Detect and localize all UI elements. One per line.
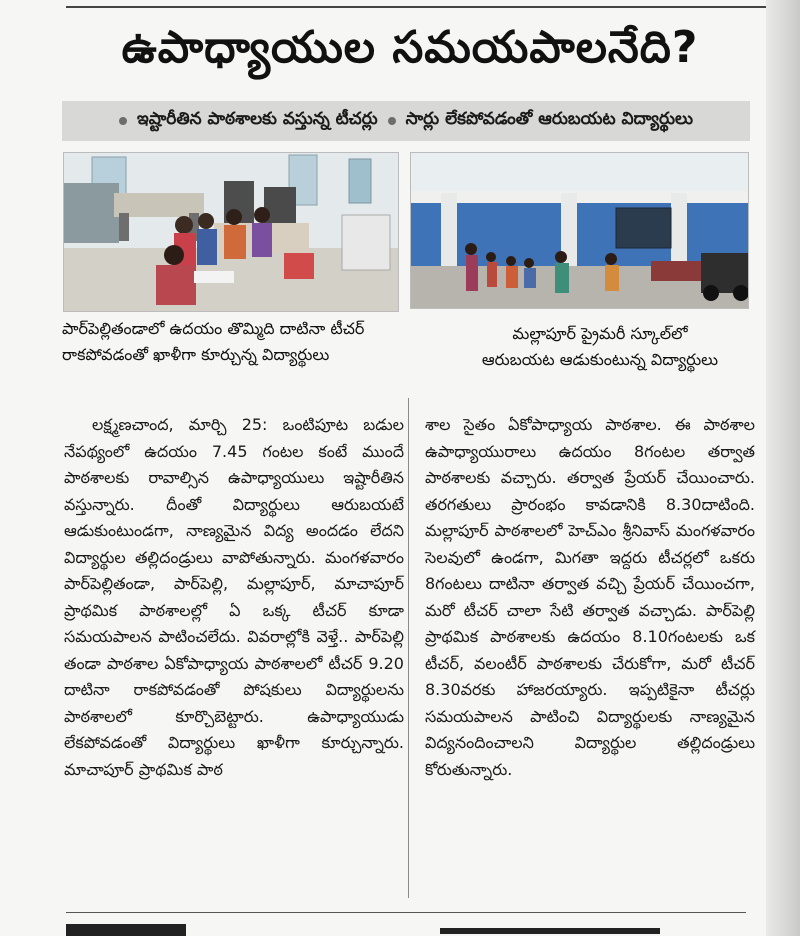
article-column-2 xyxy=(425,412,755,783)
column-divider xyxy=(408,398,409,898)
subheadline-2: సార్లు లేకపోవడంతో ఆరుబయట విద్యార్థులు xyxy=(405,109,693,129)
next-article-fragment xyxy=(440,928,660,934)
left-photo-caption xyxy=(62,316,412,368)
article-paragraph: శాల సైతం ఏకోపాధ్యాయ పాఠశాల. ఈ పాఠశాల ఉపాధ్యాయురాలు ఉదయం 8గంటల తర్వాత పాఠశాలకు వచ్చారు. తర్వాత ప్రేయర్ చేయించారు. తరగతులు ప్రారంభం కావడానికి 8.30దాటింది. మల్లాపూర్ పాఠశాలలో హెచ్‌ఎం శ్రీనివాస్ మంగళవారం సెలవులో ఉండగా, మిగతా ఇద్దరు టీచర్లలో ఒకరు 8గంటలు దాటినా తర్వాత వచ్చి ప్రేయర్ చేయించగా, మరో టీచర్ చాలా సేటి తర్వాత వచ్చాడు. పార్‌పెల్లి ప్రాథమిక పాఠశాలకు ఉదయం 8.10గంటలకు ఒక టీచర్, వలంటీర్ పాఠశాలకు చేరుకోగా, మరో టీచర్ 8.30వరకు హాజరయ్యారు. ఇప్పటికైనా టీచర్లు సమయపాలన పాటించి విద్యార్థులకు నాణ్యమైన విద్యనందించాలని విద్యార్థుల తల్లిదండ్రులు కోరుతున్నారు. xyxy=(425,415,755,779)
headline: ఉపాధ్యాయుల సమయపాలనేది? xyxy=(121,22,699,73)
caption-line: రాకపోవడంతో ఖాళీగా కూర్చున్న విద్యార్థులు xyxy=(62,345,330,364)
subheadline-band xyxy=(62,101,750,141)
caption-line: ఆరుబయట ఆడుకుంటున్న విద్యార్థులు xyxy=(481,350,719,369)
school-exterior-photo xyxy=(410,152,749,309)
bullet-icon xyxy=(119,117,127,125)
caption-line: పార్‌పెల్లితండాలో ఉదయం తొమ్మిది దాటినా టీచర్ xyxy=(62,319,365,338)
article-column-1 xyxy=(64,412,404,783)
subheadline-1: ఇష్టారీతిన పాఠశాలకు వస్తున్న టీచర్లు xyxy=(137,109,378,129)
classroom-photo xyxy=(63,152,399,312)
right-photo-caption xyxy=(440,321,760,373)
page-edge-shadow xyxy=(766,0,800,936)
article-paragraph: లక్ష్మణచాంద, మార్చి 25: ఒంటిపూట బడుల నేపథ్యంలో ఉదయం 7.45 గంటల కంటే ముందే పాఠశాలకు రావాల్సిన ఉపాధ్యాయులు ఇష్టారీతిన వస్తున్నారు. దీంతో విద్యార్థులు ఆరుబయటే ఆడుకుంటుండగా, నాణ్యమైన విద్య అందడం లేదని విద్యార్థుల తల్లిదండ్రులు వాపోతున్నారు. మంగళవారం పార్‌పెల్లితండా, పార్‌పెల్లి, మల్లాపూర్, మాచాపూర్ ప్రాథమిక పాఠశాలల్లో ఏ ఒక్క టీచర్ కూడా సమయపాలన పాటించలేదు. వివరాల్లోకి వెళ్తే.. పార్‌పెల్లి తండా పాఠశాల ఏకోపాధ్యాయ పాఠశాలలో టీచర్ 9.20 దాటినా రాకపోవడంతో పోషకులు విద్యార్థులను పాఠశాలలో కూర్చొబెట్టారు. ఉపాధ్యాయుడు లేకపోవడంతో విద్యార్థులు ఖాళీగా కూర్చున్నారు. మాచాపూర్ ప్రాథమిక పాఠ xyxy=(64,415,404,779)
next-article-fragment xyxy=(66,924,186,936)
bottom-rule xyxy=(66,912,746,913)
caption-line: మల్లాపూర్ ప్రైమరీ స్కూల్‌లో xyxy=(512,324,688,343)
top-rule xyxy=(66,6,766,8)
bullet-icon xyxy=(388,117,396,125)
